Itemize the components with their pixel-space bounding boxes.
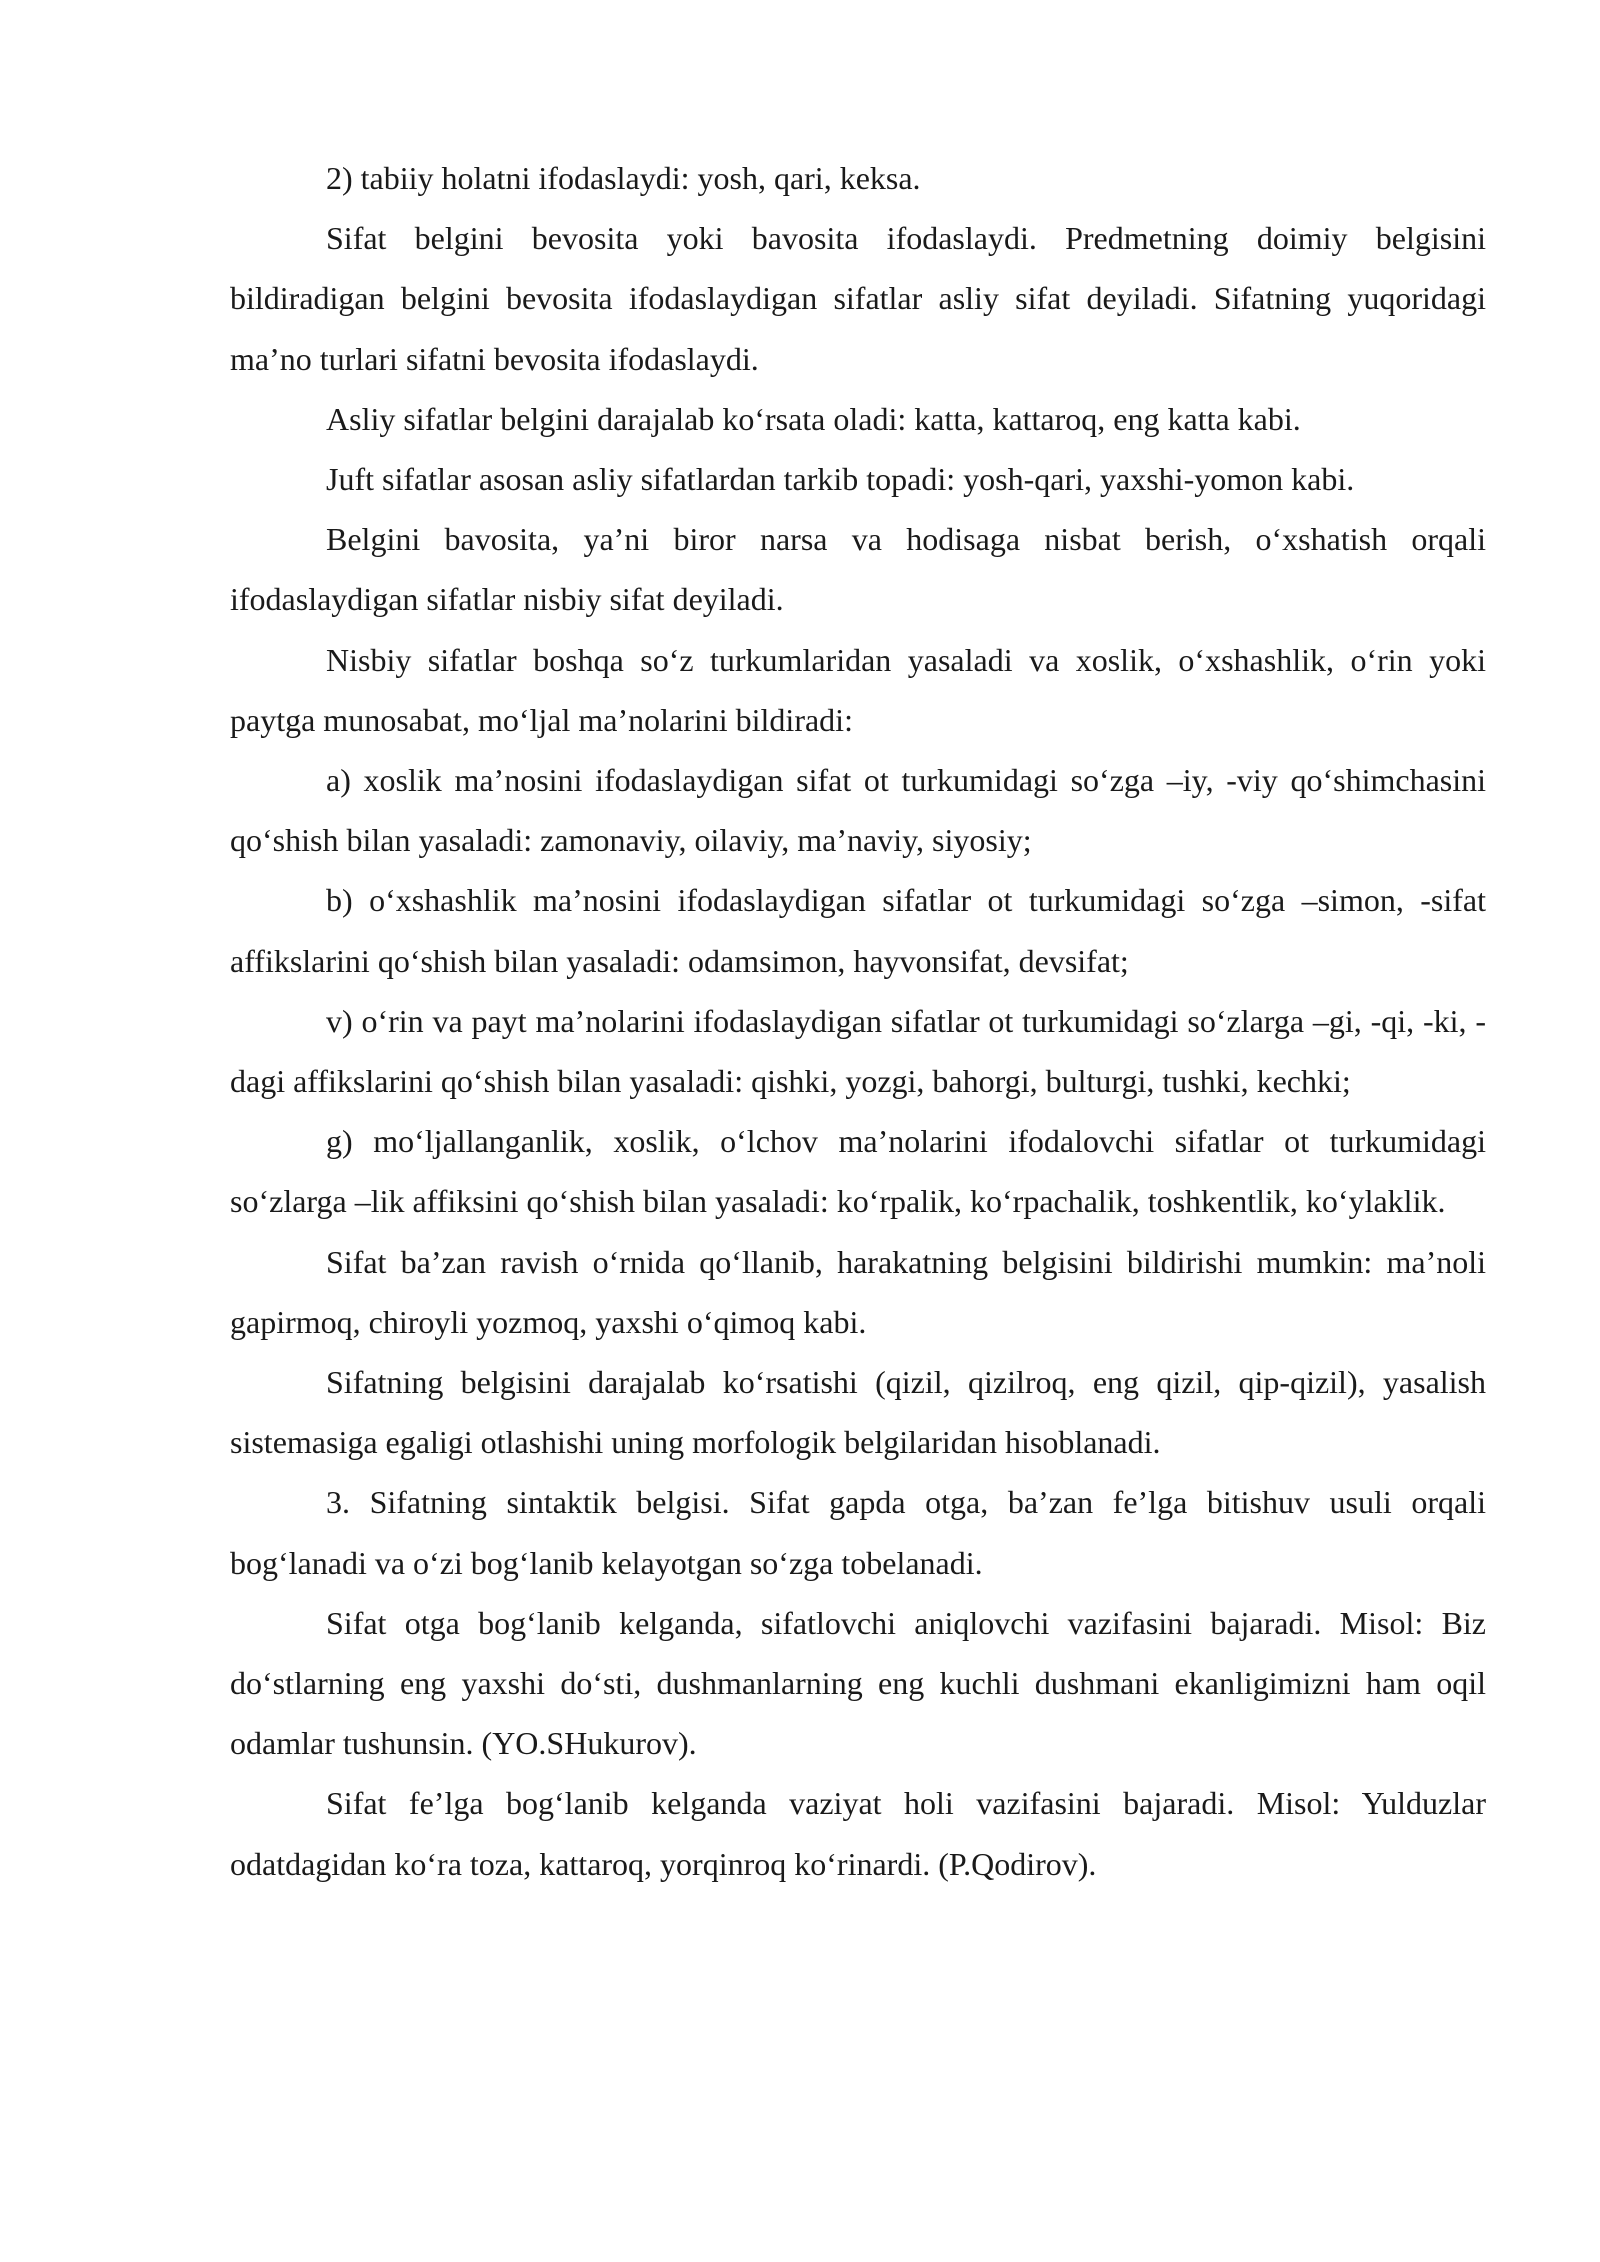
paragraph: 3. Sifatning sintaktik belgisi. Sifat gapda otga, ba’zan fe’lga bitishuv usuli orqali bog‘lanadi va o‘zi bog‘lanib kelayotgan so‘zga tobelanadi. [230, 1484, 1486, 1581]
paragraph: Sifat ba’zan ravish o‘rnida qo‘llanib, harakatning belgisini bildirishi mumkin: ma’noli gapirmoq, chiroyli yozmoq, yaxshi o‘qimoq kabi. [230, 1243, 1486, 1340]
paragraph: Sifat otga bog‘lanib kelganda, sifatlovchi aniqlovchi vazifasini bajaradi. Misol: Biz do‘stlarning eng yaxshi do‘sti, dushmanlarning eng kuchli dushmani ekanligimizni ham oqil odamlar tushunsin. (YO.SHukurov). [230, 1604, 1486, 1762]
paragraph: Belgini bavosita, ya’ni biror narsa va hodisaga nisbat berish, o‘xshatish orqali ifodaslaydigan sifatlar nisbiy sifat deyiladi. [230, 521, 1486, 618]
paragraph: Juft sifatlar asosan asliy sifatlardan tarkib topadi: yosh-qari, yaxshi-yomon kabi. [326, 461, 1355, 498]
paragraph: Sifatning belgisini darajalab ko‘rsatishi (qizil, qizilroq, eng qizil, qip-qizil), yasalish sistemasiga egaligi otlashishi uning morfologik belgilaridan hisoblanadi. [230, 1364, 1486, 1461]
paragraph: Sifat fe’lga bog‘lanib kelganda vaziyat holi vazifasini bajaradi. Misol: Yulduzlar odatdagidan ko‘ra toza, kattaroq, yorqinroq ko‘rinardi. (P.Qodirov). [230, 1785, 1486, 1882]
paragraph: b) o‘xshashlik ma’nosini ifodaslaydigan sifatlar ot turkumidagi so‘zga –simon, -sifat affikslarini qo‘shish bilan yasaladi: odamsimon, hayvonsifat, devsifat; [230, 882, 1486, 979]
paragraph: 2) tabiiy holatni ifodaslaydi: yosh, qari, keksa. [326, 160, 921, 196]
document-body [230, 148, 1486, 1894]
paragraph: Asliy sifatlar belgini darajalab ko‘rsata oladi: katta, kattaroq, eng katta kabi. [326, 400, 1301, 437]
paragraph: a) xoslik ma’nosini ifodaslaydigan sifat ot turkumidagi so‘zga –iy, -viy qo‘shimchasini qo‘shish bilan yasaladi: zamonaviy, oilaviy, ma’naviy, siyosiy; [230, 762, 1486, 859]
paragraph: Nisbiy sifatlar boshqa so‘z turkumlaridan yasaladi va xoslik, o‘xshashlik, o‘rin yoki paytga munosabat, mo‘ljal ma’nolarini bildiradi: [230, 641, 1486, 738]
paragraph: Sifat belgini bevosita yoki bavosita ifodaslaydi. Predmetning doimiy belgisini bildiradigan belgini bevosita ifodaslaydigan sifatlar asliy sifat deyiladi. Sifatning yuqoridagi ma’no turlari sifatni bevosita ifodaslaydi. [230, 220, 1486, 377]
paragraph: v) o‘rin va payt ma’nolarini ifodaslaydigan sifatlar ot turkumidagi so‘zlarga –gi, -qi, -ki, -dagi affikslarini qo‘shish bilan yasaladi: qishki, yozgi, bahorgi, bulturgi, tushki, kechki; [230, 1002, 1486, 1100]
paragraph: g) mo‘ljallanganlik, xoslik, o‘lchov ma’nolarini ifodalovchi sifatlar ot turkumidagi so‘zlarga –lik affiksini qo‘shish bilan yasaladi: ko‘rpalik, ko‘rpachalik, toshkentlik, ko‘ylaklik. [230, 1123, 1486, 1220]
